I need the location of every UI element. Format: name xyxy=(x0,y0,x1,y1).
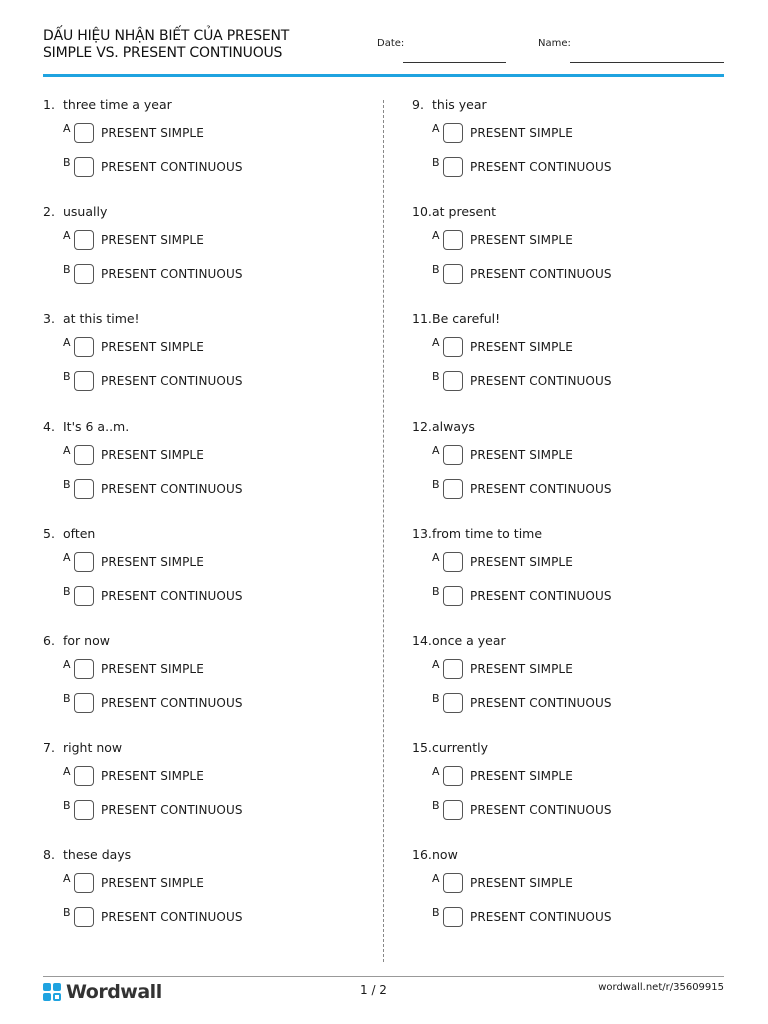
option-letter: B xyxy=(432,906,440,920)
checkbox[interactable] xyxy=(74,157,94,177)
checkbox[interactable] xyxy=(74,873,94,893)
checkbox[interactable] xyxy=(443,445,463,465)
question-prompt xyxy=(43,633,110,648)
question-number: 9. xyxy=(412,97,424,112)
question-number: 2. xyxy=(43,204,55,220)
checkbox[interactable] xyxy=(443,873,463,893)
checkbox[interactable] xyxy=(74,445,94,465)
title-line-2: SIMPLE VS. PRESENT CONTINUOUS xyxy=(43,45,283,61)
worksheet-title xyxy=(43,28,333,62)
question-number: 1. xyxy=(43,97,55,112)
question-text: at this time! xyxy=(63,311,140,327)
checkbox[interactable] xyxy=(443,371,463,391)
question-text: three time a year xyxy=(63,97,172,112)
checkbox[interactable] xyxy=(443,552,463,572)
option-letter: A xyxy=(432,443,440,457)
title-line-1: DẤU HIỆU NHẬN BIẾT CỦA PRESENT xyxy=(43,28,290,44)
option-label: PRESENT CONTINUOUS xyxy=(101,374,243,389)
question-number: 13. xyxy=(412,525,432,541)
option-letter: A xyxy=(63,336,71,350)
option-label: PRESENT SIMPLE xyxy=(470,876,573,891)
question-prompt xyxy=(412,633,506,648)
date-field-line[interactable] xyxy=(403,62,506,63)
question-prompt xyxy=(412,526,542,541)
checkbox[interactable] xyxy=(74,264,94,284)
option-letter: A xyxy=(432,872,440,886)
option-letter: B xyxy=(63,692,71,705)
question-prompt xyxy=(412,97,487,112)
option-letter: B xyxy=(432,370,440,384)
checkbox[interactable] xyxy=(74,371,94,391)
question-number: 5. xyxy=(43,525,55,541)
option-label: PRESENT SIMPLE xyxy=(470,447,573,462)
option-letter: A xyxy=(63,872,71,886)
option-letter: B xyxy=(432,263,440,277)
option-letter: A xyxy=(63,122,71,135)
option-letter: A xyxy=(432,229,440,243)
question-prompt xyxy=(43,419,129,434)
question-text: this year xyxy=(432,97,487,112)
option-label: PRESENT SIMPLE xyxy=(470,769,573,784)
question-number: 3. xyxy=(43,311,55,327)
option-letter: A xyxy=(432,122,440,135)
wordwall-logo-icon xyxy=(43,983,61,1001)
option-label: PRESENT SIMPLE xyxy=(470,126,573,140)
question-number: 7. xyxy=(43,740,55,756)
option-label: PRESENT CONTINUOUS xyxy=(470,803,612,818)
option-label: PRESENT CONTINUOUS xyxy=(101,267,243,282)
question-prompt xyxy=(412,419,475,434)
option-letter: A xyxy=(63,550,71,564)
option-letter: A xyxy=(63,443,71,457)
option-letter: A xyxy=(432,550,440,564)
option-label: PRESENT SIMPLE xyxy=(101,447,204,462)
question-number: 11. xyxy=(412,311,432,327)
option-letter: A xyxy=(63,658,71,671)
option-letter: B xyxy=(63,263,71,277)
option-label: PRESENT CONTINUOUS xyxy=(470,696,612,710)
question-text: It's 6 a..m. xyxy=(63,418,130,434)
option-label: PRESENT SIMPLE xyxy=(101,554,204,569)
option-label: PRESENT SIMPLE xyxy=(101,769,204,784)
checkbox[interactable] xyxy=(74,659,94,679)
question-text: usually xyxy=(63,204,108,220)
option-label: PRESENT CONTINUOUS xyxy=(101,481,243,496)
question-number: 4. xyxy=(43,418,55,434)
option-label: PRESENT CONTINUOUS xyxy=(470,267,612,282)
question-number: 12. xyxy=(412,418,432,434)
checkbox[interactable] xyxy=(443,157,463,177)
question-prompt xyxy=(43,97,172,112)
option-letter: B xyxy=(63,370,71,384)
question-text: always xyxy=(432,418,475,434)
option-letter: A xyxy=(432,658,440,671)
option-label: PRESENT SIMPLE xyxy=(101,340,204,355)
option-letter: B xyxy=(63,156,71,169)
checkbox[interactable] xyxy=(443,586,463,606)
option-letter: B xyxy=(432,156,440,169)
option-label: PRESENT CONTINUOUS xyxy=(470,160,612,174)
page-number: 1 / 2 xyxy=(360,983,387,997)
question-prompt xyxy=(43,847,131,862)
question-number: 15. xyxy=(412,740,432,756)
checkbox[interactable] xyxy=(443,264,463,284)
option-label: PRESENT SIMPLE xyxy=(101,233,204,248)
question-number: 8. xyxy=(43,847,55,863)
option-letter: B xyxy=(432,799,440,813)
question-prompt xyxy=(43,740,122,755)
date-label: Date: xyxy=(377,38,405,49)
option-label: PRESENT CONTINUOUS xyxy=(101,696,243,710)
question-text: once a year xyxy=(432,633,506,648)
option-label: PRESENT CONTINUOUS xyxy=(470,374,612,389)
question-prompt xyxy=(43,526,95,541)
option-label: PRESENT CONTINUOUS xyxy=(101,160,243,174)
question-text: often xyxy=(63,525,96,541)
question-prompt xyxy=(412,740,488,755)
checkbox[interactable] xyxy=(443,693,463,713)
question-text: right now xyxy=(63,740,123,756)
checkbox[interactable] xyxy=(74,230,94,250)
question-prompt xyxy=(412,847,458,862)
footer-rule xyxy=(43,976,724,977)
question-text: now xyxy=(432,847,458,863)
question-text: Be careful! xyxy=(432,311,501,327)
option-letter: B xyxy=(63,799,71,813)
checkbox[interactable] xyxy=(74,479,94,499)
option-label: PRESENT CONTINUOUS xyxy=(470,910,612,925)
checkbox[interactable] xyxy=(443,337,463,357)
source-url: wordwall.net/r/35609915 xyxy=(598,982,724,993)
checkbox[interactable] xyxy=(74,552,94,572)
question-number: 14. xyxy=(412,633,432,648)
brand-name: Wordwall xyxy=(66,981,162,1003)
option-letter: A xyxy=(63,229,71,243)
question-text: from time to time xyxy=(432,525,543,541)
question-text: at present xyxy=(432,204,497,220)
option-letter: A xyxy=(63,765,71,779)
option-label: PRESENT CONTINUOUS xyxy=(101,588,243,603)
option-letter: B xyxy=(63,584,71,598)
option-label: PRESENT SIMPLE xyxy=(101,662,204,676)
checkbox[interactable] xyxy=(443,479,463,499)
question-text: for now xyxy=(63,633,110,648)
option-letter: B xyxy=(63,906,71,920)
question-prompt xyxy=(43,311,140,326)
option-letter: B xyxy=(432,584,440,598)
option-label: PRESENT SIMPLE xyxy=(101,126,204,140)
option-letter: B xyxy=(432,692,440,705)
question-number: 16. xyxy=(412,847,432,863)
checkbox[interactable] xyxy=(74,907,94,927)
checkbox[interactable] xyxy=(443,659,463,679)
question-prompt xyxy=(412,204,496,219)
question-prompt xyxy=(43,204,107,219)
option-letter: B xyxy=(63,477,71,491)
option-letter: A xyxy=(432,765,440,779)
option-label: PRESENT CONTINUOUS xyxy=(101,910,243,925)
wordwall-logo xyxy=(43,980,162,1004)
question-text: these days xyxy=(63,847,132,863)
checkbox[interactable] xyxy=(443,230,463,250)
checkbox[interactable] xyxy=(74,123,94,143)
question-prompt xyxy=(412,311,500,326)
question-number: 10. xyxy=(412,204,432,220)
header-rule xyxy=(43,74,724,77)
checkbox[interactable] xyxy=(443,766,463,786)
option-label: PRESENT SIMPLE xyxy=(101,876,204,891)
checkbox[interactable] xyxy=(443,123,463,143)
checkbox[interactable] xyxy=(74,766,94,786)
checkbox[interactable] xyxy=(74,337,94,357)
checkbox[interactable] xyxy=(443,907,463,927)
option-letter: A xyxy=(432,336,440,350)
option-label: PRESENT SIMPLE xyxy=(470,554,573,569)
checkbox[interactable] xyxy=(74,800,94,820)
column-divider xyxy=(383,100,384,962)
checkbox[interactable] xyxy=(74,586,94,606)
question-number: 6. xyxy=(43,633,55,648)
name-field-line[interactable] xyxy=(570,62,724,63)
checkbox[interactable] xyxy=(74,693,94,713)
question-text: currently xyxy=(432,740,488,756)
option-label: PRESENT SIMPLE xyxy=(470,233,573,248)
name-label: Name: xyxy=(538,38,571,49)
option-letter: B xyxy=(432,477,440,491)
option-label: PRESENT CONTINUOUS xyxy=(101,803,243,818)
checkbox[interactable] xyxy=(443,800,463,820)
option-label: PRESENT CONTINUOUS xyxy=(470,588,612,603)
option-label: PRESENT CONTINUOUS xyxy=(470,481,612,496)
option-label: PRESENT SIMPLE xyxy=(470,340,573,355)
option-label: PRESENT SIMPLE xyxy=(470,662,573,676)
